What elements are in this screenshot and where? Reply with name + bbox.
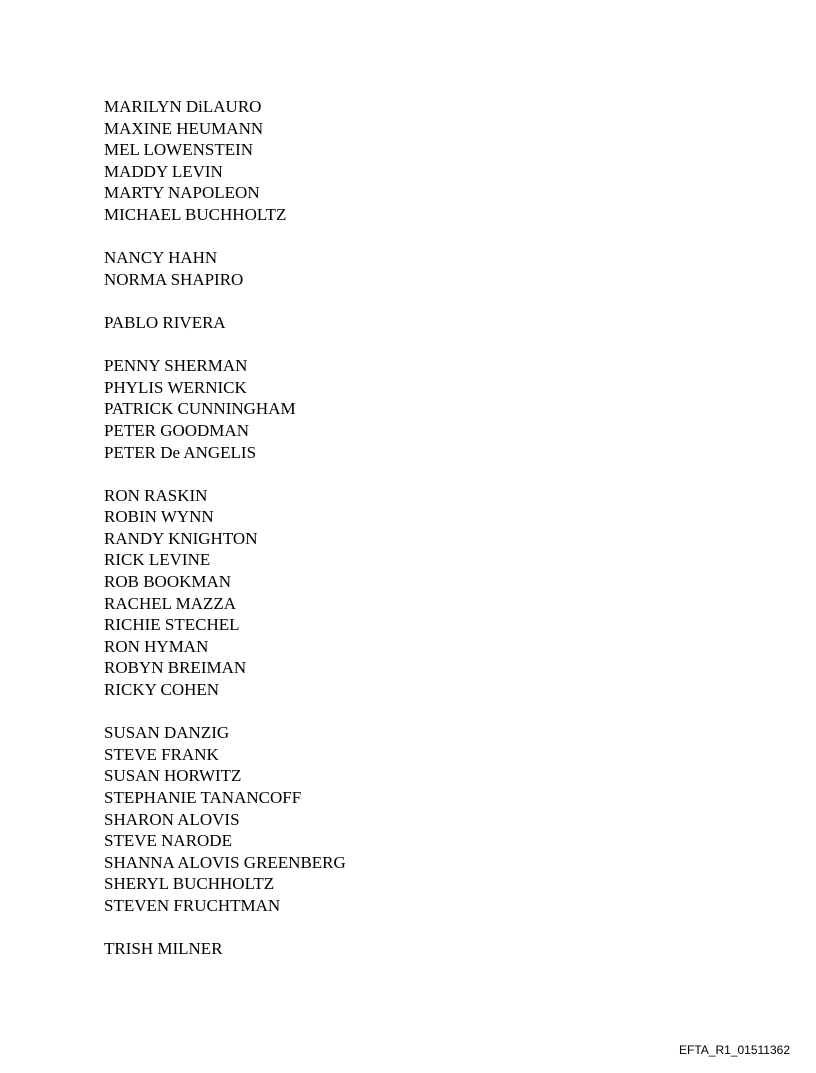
name-entry: RICK LEVINE [104,550,211,570]
name-entry: SUSAN HORWITZ [104,766,242,786]
name-entry: MARILYN DiLAURO [104,97,262,116]
name-entry: PATRICK CUNNINGHAM [104,399,296,419]
name-entry: PENNY SHERMAN [104,356,248,376]
name-entry: ROB BOOKMAN [104,572,232,592]
name-group [104,312,346,334]
name-group [104,96,346,226]
name-entry: PETER De ANGELIS [104,442,257,462]
name-entry: PHYLIS WERNICK [104,377,247,397]
name-entry: STEVE NARODE [104,831,232,851]
name-entry: NORMA SHAPIRO [104,269,244,289]
name-entry: SUSAN DANZIG [104,723,230,743]
name-entry: MEL LOWENSTEIN [104,140,254,160]
name-entry: RON HYMAN [104,636,209,656]
name-group [104,485,346,701]
name-entry: MICHAEL BUCHHOLTZ [104,204,287,224]
name-list [104,96,346,981]
name-entry: PETER GOODMAN [104,420,249,440]
name-entry: RICKY COHEN [104,680,220,700]
name-entry: STEVEN FRUCHTMAN [104,895,281,915]
name-entry: ROBIN WYNN [104,507,214,527]
name-entry: TRISH MILNER [104,939,223,959]
name-entry: MADDY LEVIN [104,161,223,181]
name-entry: NANCY HAHN [104,248,218,268]
name-group [104,355,346,463]
name-entry: SHARON ALOVIS [104,809,240,829]
name-group [104,247,346,290]
name-entry: STEPHANIE TANANCOFF [104,788,302,807]
document-id: EFTA_R1_01511362 [679,1043,790,1057]
name-entry: SHANNA ALOVIS GREENBERG [104,852,346,872]
name-entry: SHERYL BUCHHOLTZ [104,874,275,894]
name-group [104,722,346,916]
name-entry: RON RASKIN [104,485,208,505]
name-entry: RICHIE STECHEL [104,615,240,635]
name-entry: RACHEL MAZZA [104,593,237,613]
name-entry: PABLO RIVERA [104,312,226,332]
name-entry: RANDY KNIGHTON [104,528,258,548]
name-entry: STEVE FRANK [104,744,219,764]
name-entry: ROBYN BREIMAN [104,658,247,678]
name-group [104,938,346,960]
name-entry: MAXINE HEUMANN [104,118,264,138]
name-entry: MARTY NAPOLEON [104,183,260,203]
